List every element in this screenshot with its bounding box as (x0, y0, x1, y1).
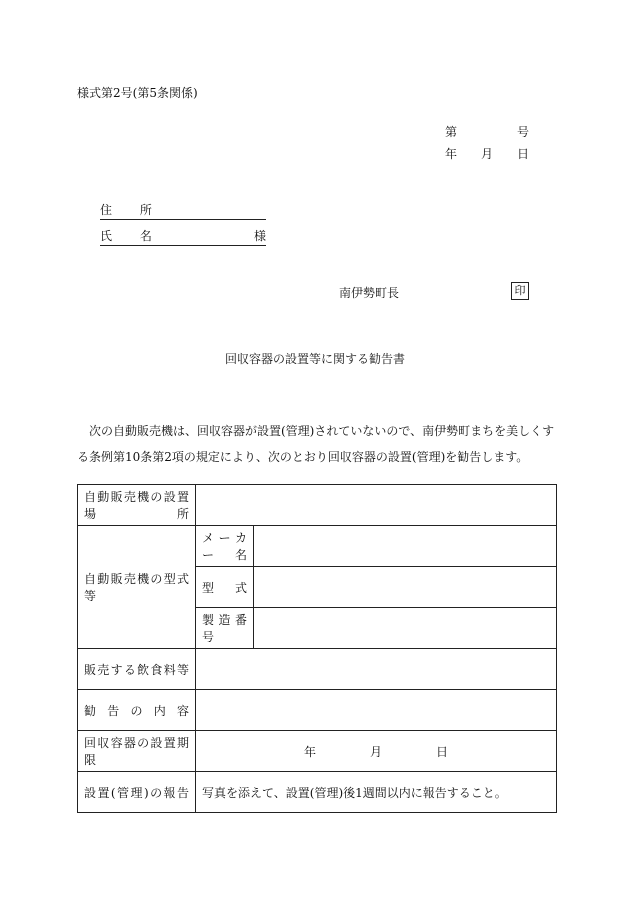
drinks-value (196, 649, 557, 690)
model-value (254, 567, 557, 608)
document-number-go: 号 (516, 125, 529, 139)
issue-date (445, 145, 529, 162)
recipient-name (100, 227, 266, 246)
table-row (78, 526, 557, 567)
content-label: 勧告の内容 (78, 690, 196, 731)
deadline-value (196, 731, 557, 772)
body-paragraph (77, 418, 557, 470)
document-number (445, 123, 529, 140)
date-year: 年 (445, 147, 458, 161)
serial-value (254, 608, 557, 649)
deadline-month: 月 (369, 744, 382, 759)
recommendation-table (77, 484, 557, 813)
date-day: 日 (516, 147, 529, 161)
recipient-address (100, 201, 266, 220)
table-row (78, 690, 557, 731)
honorific: 様 (253, 229, 266, 243)
content-value (196, 690, 557, 731)
body-text: 次の自動販売機は、回収容器が設置(管理)されていないので、南伊勢町まちを美しくする条例第10条第2項の規定により、次のとおり回収容器の設置(管理)を勧告します。 (77, 424, 555, 464)
model-group-label: 自動販売機の型式等 (78, 526, 196, 649)
seal-mark: 印 (511, 282, 529, 300)
form-number: 様式第2号(第5条関係) (77, 86, 198, 100)
document-title: 回収容器の設置等に関する勧告書 (224, 352, 405, 366)
issuer-title: 南伊勢町長 (339, 286, 400, 300)
deadline-year: 年 (303, 744, 316, 759)
maker-value (254, 526, 557, 567)
drinks-label: 販売する飲食料等 (78, 649, 196, 690)
location-label: 自動販売機の設置場所 (78, 485, 196, 526)
table-row (78, 772, 557, 813)
location-value (196, 485, 557, 526)
maker-label: メーカー名 (196, 526, 254, 567)
report-value: 写真を添えて、設置(管理)後1週間以内に報告すること。 (196, 772, 557, 813)
model-label: 型 式 (196, 567, 254, 608)
table-row (78, 649, 557, 690)
deadline-day: 日 (436, 744, 449, 759)
date-month: 月 (480, 147, 493, 161)
deadline-label: 回収容器の設置期限 (78, 731, 196, 772)
address-label: 住 所 (100, 203, 164, 217)
name-label: 氏 名 (100, 229, 164, 243)
serial-label: 製造番号 (196, 608, 254, 649)
report-label: 設置(管理)の報告 (78, 772, 196, 813)
document-number-dai: 第 (445, 125, 458, 139)
table-row (78, 731, 557, 772)
table-row (78, 485, 557, 526)
